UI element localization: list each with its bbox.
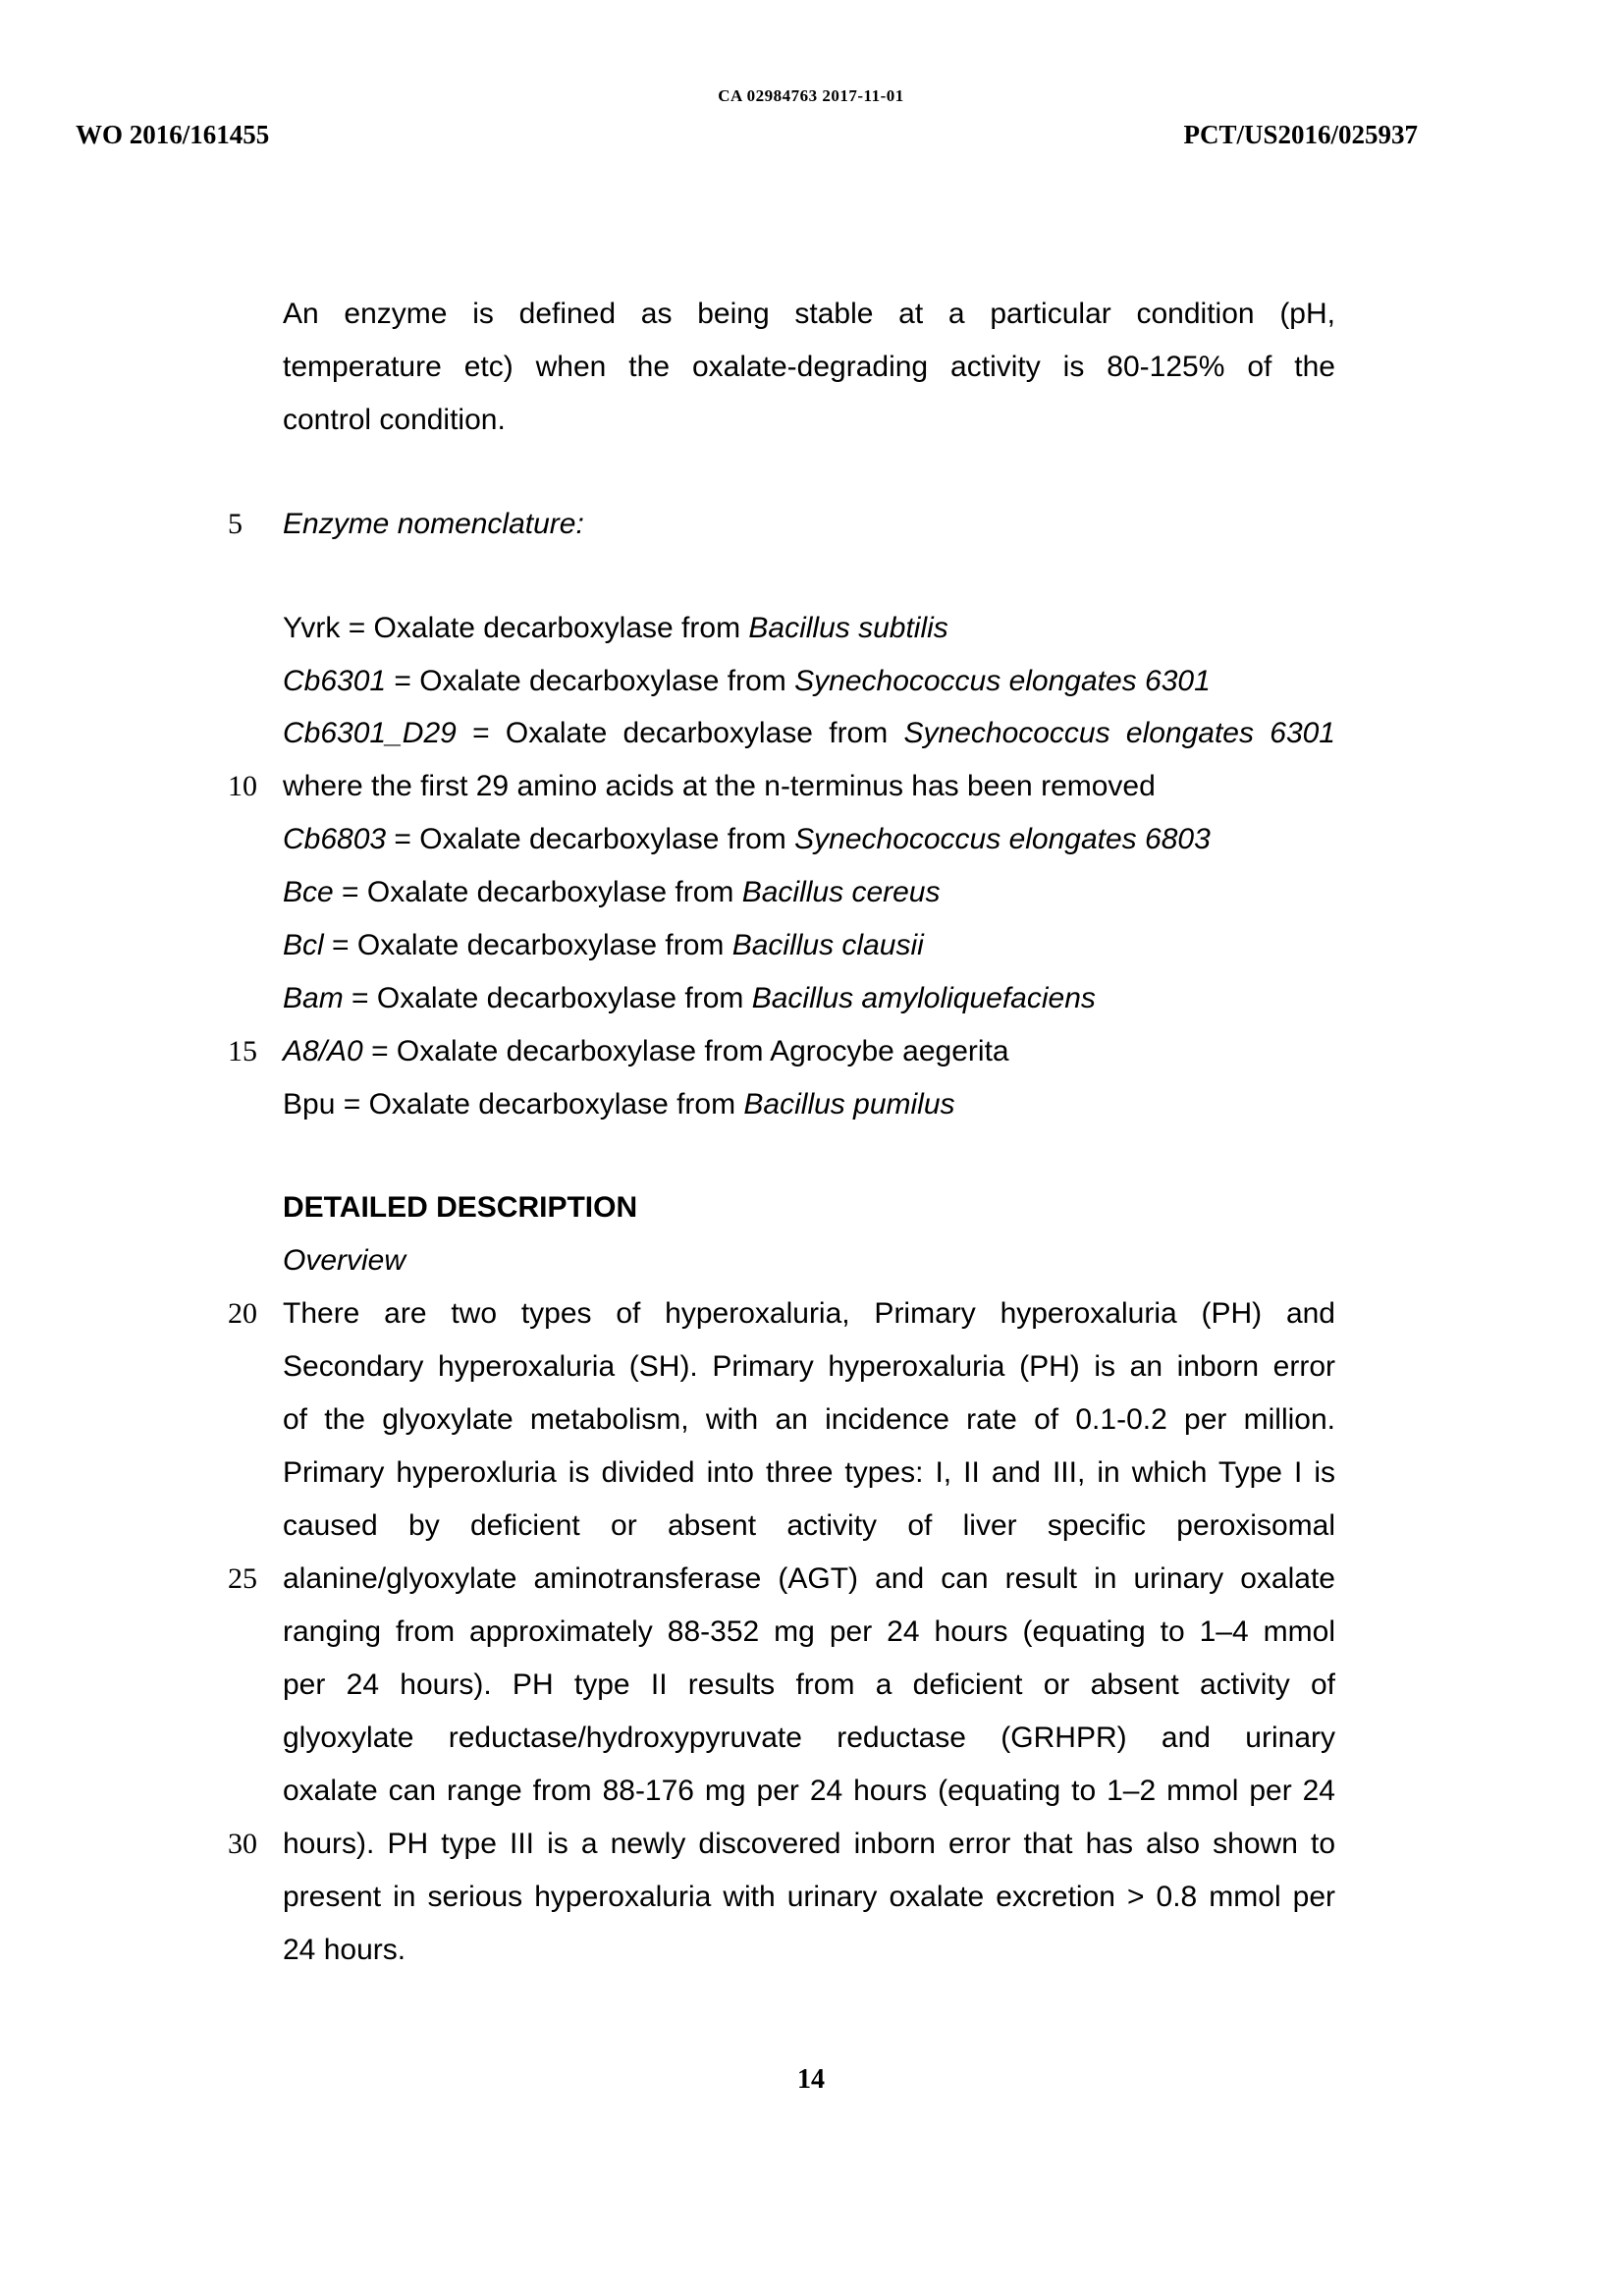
line-number: 30: [228, 1828, 257, 1860]
enzyme-abbr: Cb6803: [283, 823, 387, 855]
enzyme-source: Bacillus cereus: [741, 876, 941, 908]
enzyme-abbr: Yvrk: [283, 612, 341, 644]
enzyme-desc: = Oxalate decarboxylase from: [456, 717, 904, 749]
wo-publication-number: WO 2016/161455: [76, 120, 270, 149]
body-line: of the glyoxylate metabolism, with an incidence rate of 0.1-0.2 per million.: [283, 1403, 1335, 1436]
ca-document-stamp: CA 02984763 2017-11-01: [718, 86, 904, 105]
enzyme-source: Bacillus subtilis: [748, 612, 948, 644]
nomenclature-entry: [283, 928, 924, 963]
line-number: 5: [228, 508, 243, 540]
body-line: per 24 hours). PH type II results from a deficient or absent activity of: [283, 1668, 1335, 1701]
enzyme-source: Synechococcus elongates 6301: [903, 717, 1335, 749]
enzyme-abbr: Bcl: [283, 929, 324, 961]
nomenclature-entry: [283, 1034, 1009, 1069]
body-line: ranging from approximately 88-352 mg per 24 hours (equating to 1–4 mmol: [283, 1615, 1335, 1648]
nomenclature-entry: [283, 822, 1211, 857]
nomenclature-heading: Enzyme nomenclature:: [283, 508, 584, 540]
intro-line: control condition.: [283, 404, 506, 436]
nomenclature-entry: [283, 716, 1335, 751]
nomenclature-entry: [283, 875, 941, 910]
enzyme-abbr: Bce: [283, 876, 334, 908]
enzyme-source: Bacillus amyloliquefaciens: [751, 982, 1096, 1014]
section-subheading: Overview: [283, 1244, 406, 1277]
enzyme-desc: = Oxalate decarboxylase from: [340, 612, 749, 644]
enzyme-desc: = Oxalate decarboxylase from: [386, 823, 795, 855]
body-line: present in serious hyperoxaluria with urinary oxalate excretion > 0.8 mmol per: [283, 1881, 1335, 1913]
nomenclature-entry: [283, 611, 948, 646]
nomenclature-entry: [283, 981, 1096, 1016]
section-heading: DETAILED DESCRIPTION: [283, 1191, 638, 1224]
line-number: 20: [228, 1297, 257, 1330]
enzyme-abbr: Bam: [283, 982, 344, 1014]
intro-line: An enzyme is defined as being stable at a particular condition (pH,: [283, 298, 1335, 330]
enzyme-desc: = Oxalate decarboxylase from: [386, 665, 795, 697]
enzyme-source: Agrocybe aegerita: [770, 1035, 1009, 1067]
nomenclature-continuation: where the first 29 amino acids at the n-terminus has been removed: [283, 770, 1156, 802]
enzyme-abbr: Cb6301: [283, 665, 387, 697]
enzyme-source: Synechococcus elongates 6301: [794, 665, 1211, 697]
pct-application-number: PCT/US2016/025937: [1183, 120, 1418, 149]
enzyme-desc: = Oxalate decarboxylase from: [362, 1035, 771, 1067]
body-line: 24 hours.: [283, 1934, 406, 1966]
body-line: There are two types of hyperoxaluria, Primary hyperoxaluria (PH) and: [283, 1297, 1335, 1330]
enzyme-abbr: Bpu: [283, 1088, 336, 1121]
body-line: alanine/glyoxylate aminotransferase (AGT) and can result in urinary oxalate: [283, 1562, 1335, 1595]
line-number: 15: [228, 1035, 257, 1067]
page-number: 14: [797, 2064, 825, 2095]
enzyme-desc: = Oxalate decarboxylase from: [333, 876, 742, 908]
body-line: caused by deficient or absent activity of liver specific peroxisomal: [283, 1509, 1335, 1542]
enzyme-source: Bacillus pumilus: [743, 1088, 955, 1121]
enzyme-source: Synechococcus elongates 6803: [794, 823, 1211, 855]
intro-line: temperature etc) when the oxalate-degrading activity is 80-125% of the: [283, 351, 1335, 383]
enzyme-desc: = Oxalate decarboxylase from: [335, 1088, 744, 1121]
nomenclature-entry: [283, 664, 1211, 699]
enzyme-abbr: A8/A0: [283, 1035, 363, 1067]
body-line: hours). PH type III is a newly discovered inborn error that has also shown to: [283, 1828, 1335, 1860]
body-line: Secondary hyperoxaluria (SH). Primary hyperoxaluria (PH) is an inborn error: [283, 1350, 1335, 1383]
nomenclature-entry: [283, 1087, 955, 1122]
line-number: 10: [228, 770, 257, 802]
body-line: glyoxylate reductase/hydroxypyruvate reductase (GRHPR) and urinary: [283, 1722, 1335, 1754]
body-line: Primary hyperoxluria is divided into three types: I, II and III, in which Type I is: [283, 1456, 1335, 1489]
body-line: oxalate can range from 88-176 mg per 24 hours (equating to 1–2 mmol per 24: [283, 1775, 1335, 1807]
enzyme-desc: = Oxalate decarboxylase from: [343, 982, 752, 1014]
line-number: 25: [228, 1562, 257, 1595]
enzyme-desc: = Oxalate decarboxylase from: [323, 929, 732, 961]
enzyme-source: Bacillus clausii: [731, 929, 924, 961]
enzyme-abbr: Cb6301_D29: [283, 717, 457, 749]
